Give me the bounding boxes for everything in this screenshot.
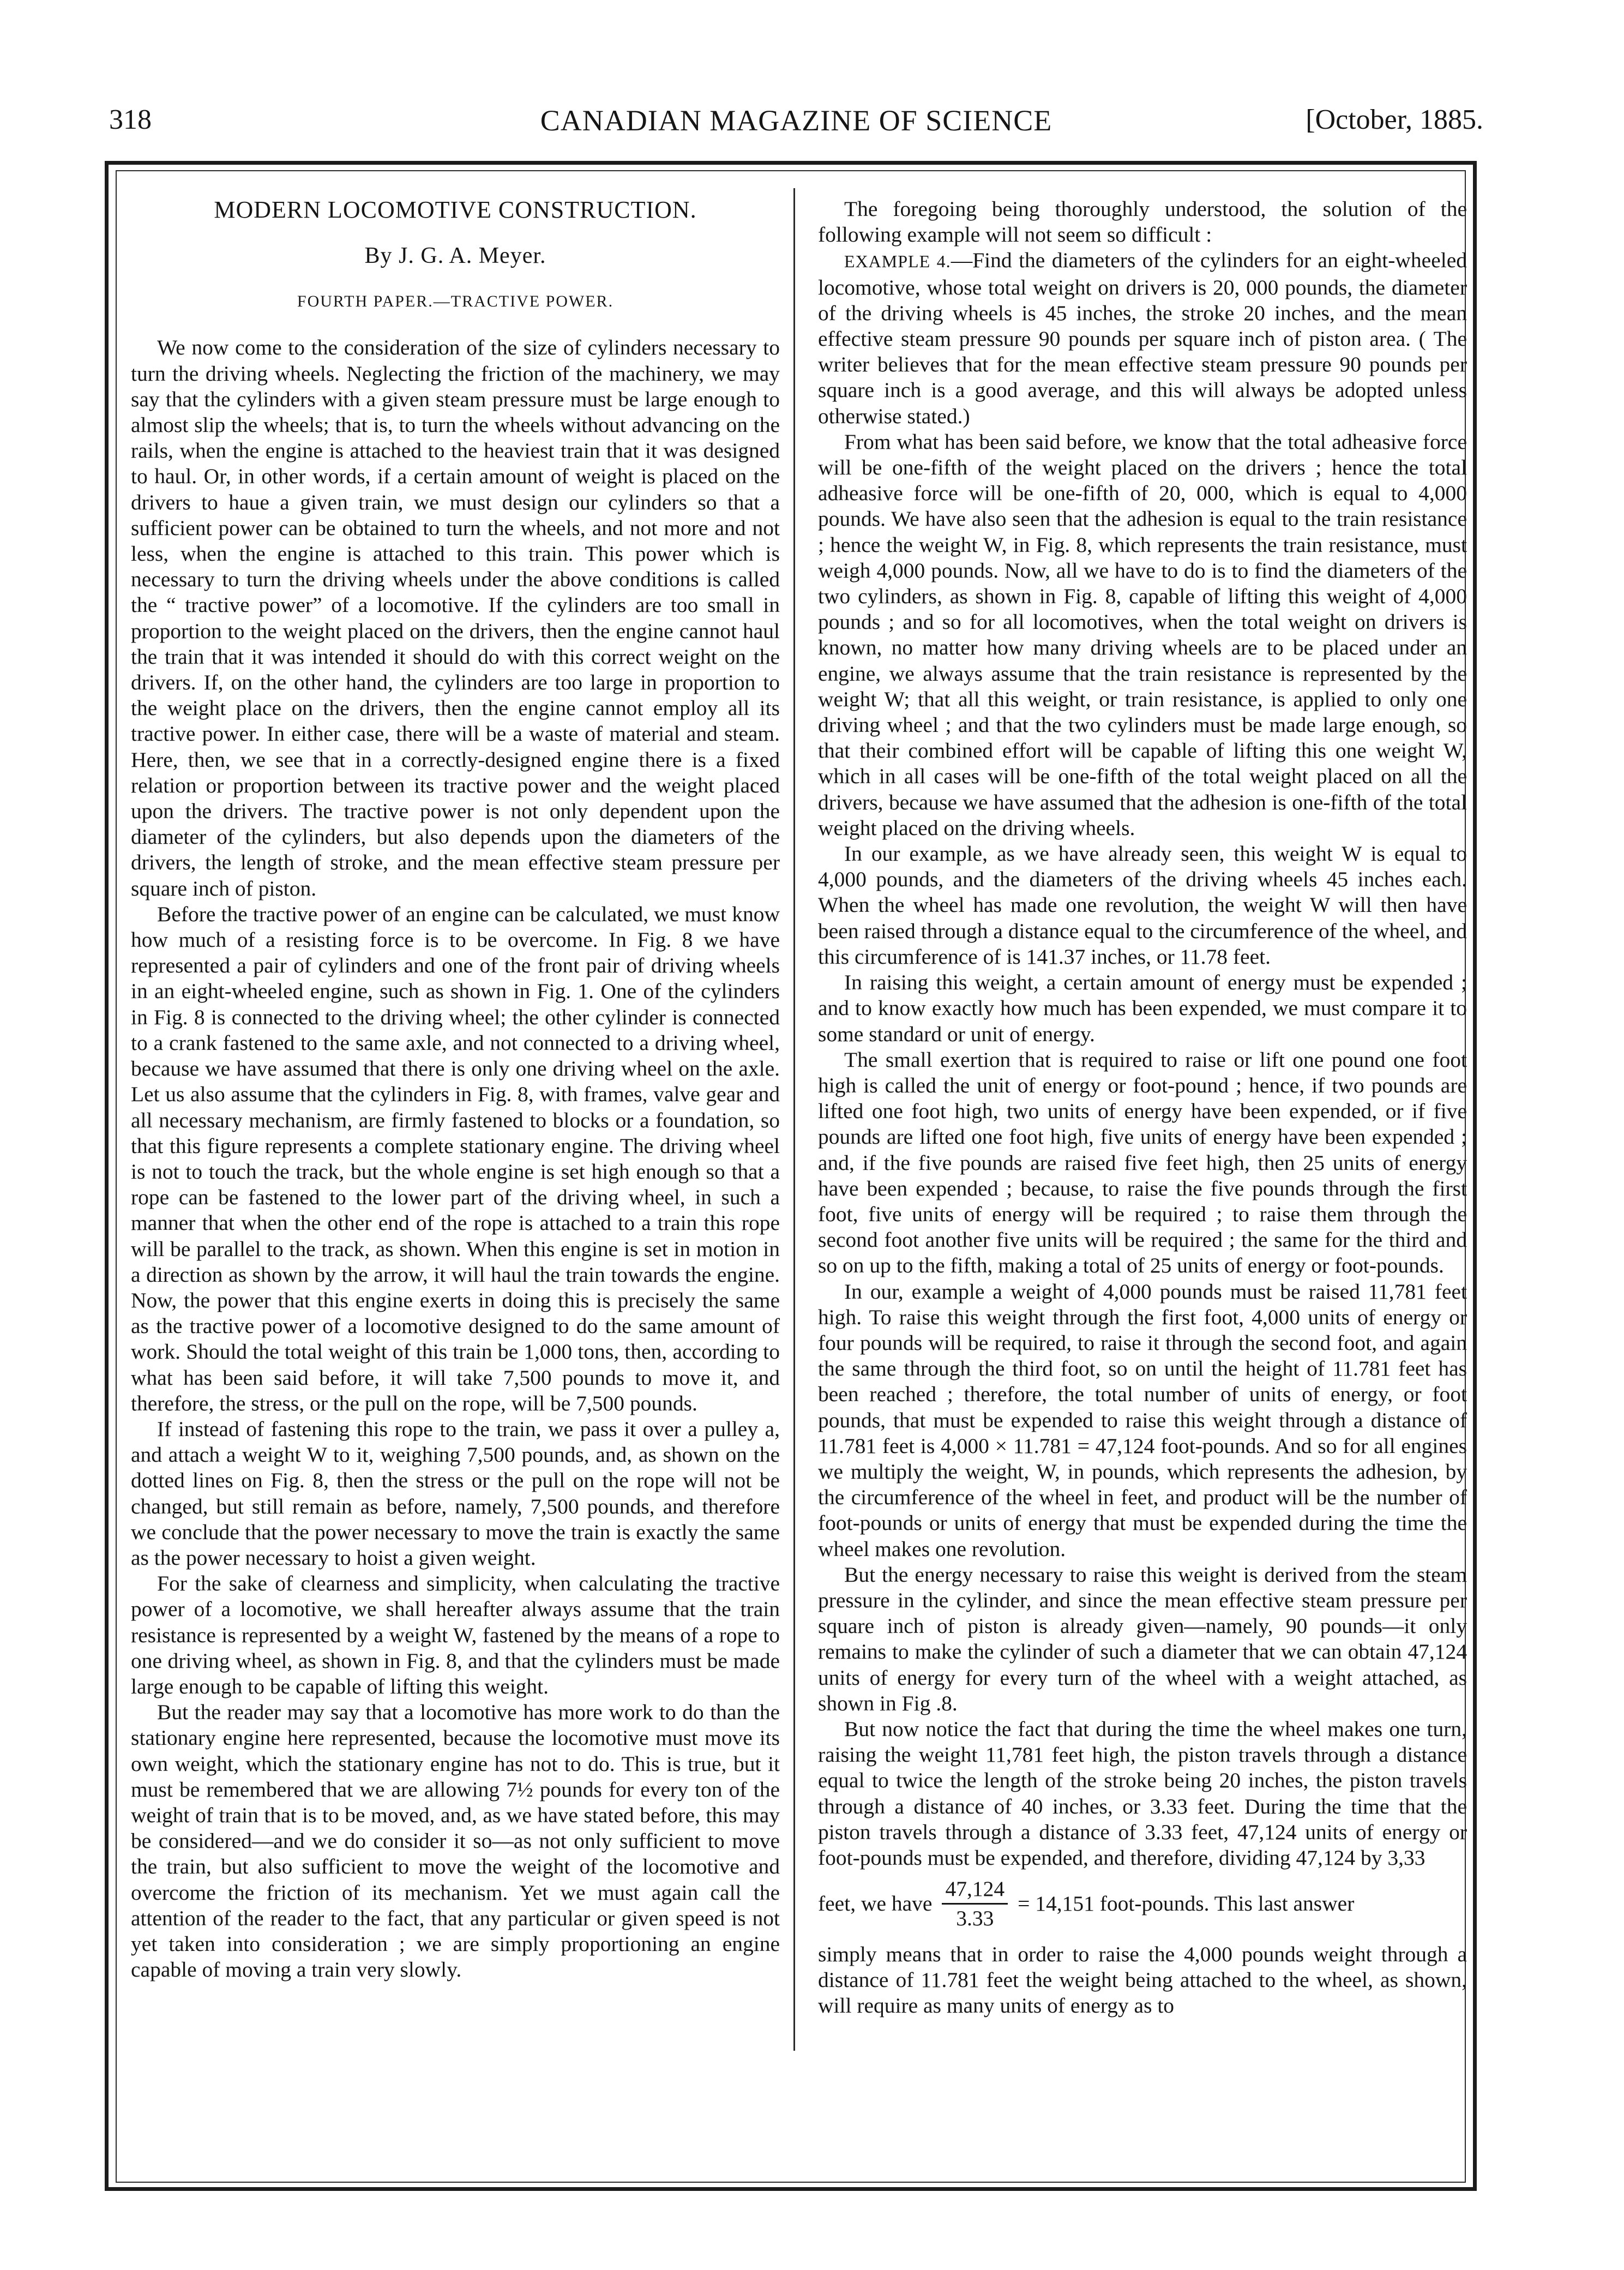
article-subtitle: FOURTH PAPER.—TRACTIVE POWER. — [297, 292, 614, 311]
paragraph: But now notice the fact that during the time the wheel makes one turn, raising the weight 11,781 feet high, the piston travels through a distance equal to twice the length of the stroke being 20 inches, the piston travels through a distance of 40 inches, or 3.33 feet. During the time that the piston travels through a distance of 3.33 feet, 47,124 units of energy or foot-pounds must be expended, and therefore, dividing 47,124 by 3,33 — [818, 1716, 1467, 1870]
equation-result: = 14,151 foot-pounds. This last answer — [1018, 1891, 1355, 1916]
article-title: MODERN LOCOMOTIVE CONSTRUCTION. — [214, 196, 697, 223]
example-text: —Find the diameters of the cylinders for an eight-wheeled locomotive, whose total weight on drivers is 20, 000 pounds, the diameter of the driving wheels is 45 inches, the stroke 20 inches, and the mean effective steam pressure 90 pounds per square inch of piston area. ( The writer believes that for the mean effective steam pressure 90 pounds per square inch is a good average, and this will always be adopted unless otherwise stated.) — [818, 248, 1467, 428]
left-column — [131, 196, 780, 1983]
paragraph: But the energy necessary to raise this weight is derived from the steam pressure in the cylinder, and since the mean effective steam pressure per square inch of piston is already given—namely, 90 pounds—it only remains to make the cylinder of such a diameter that we can obtain 47,124 units of energy for every turn of the wheel with a weight attached, as shown in Fig .8. — [818, 1562, 1467, 1715]
paragraph: From what has been said before, we know that the total adheasive force will be one-fifth of the weight placed on the drivers ; hence the total adheasive force will be one-fifth of 20, 000, which is equal to 4,000 pounds. We have also seen that the adhesion is equal to the train resistance ; hence the weight W, in Fig. 8, which represents the train resistance, must weigh 4,000 pounds. Now, all we have to do is to find the diameters of the two cylinders, as shown in Fig. 8, capable of lifting this weight of 4,000 pounds ; and so for all locomotives, when the total weight on drivers is known, no matter how many driving wheels are to be placed under an engine, we always assume that the train resistance is represented by the weight W; that all this weight, or train resistance, is applied to only one driving wheel ; and that the two cylinders must be made large enough, so that their combined effort will be capable of lifting this one weight W, which in all cases will be one-fifth of the total weight placed on all the drivers, because we have assumed that the adhesion is one-fifth of the total weight placed on the driving wheels. — [818, 429, 1467, 840]
division-equation — [818, 1875, 1467, 1932]
paragraph: The foregoing being thoroughly understood, the solution of the following example will not seem so difficult : — [818, 197, 1467, 247]
paragraph: If instead of fastening this rope to the train, we pass it over a pulley a, and attach a weight W to it, weighing 7,500 pounds, and, as shown on the dotted lines on Fig. 8, then the stress or the pull on the rope will not be changed, but still remain as before, namely, 7,500 pounds, and therefore we conclude that the power necessary to move the train is exactly the same as the power necessary to hoist a given weight. — [131, 1416, 780, 1570]
example-paragraph — [818, 248, 1467, 429]
right-column — [818, 196, 1467, 2019]
paragraph: The small exertion that is required to raise or lift one pound one foot high is called the unit of energy or foot-pound ; hence, if two pounds are lifted one foot high, two units of energy have been expended, or if five pounds are lifted one foot high, five units of energy have been expended ; and, if the five pounds are raised five feet high, then 25 units of energy have been expended ; because, to raise the five pounds through the first foot, five units of energy will be required ; to raise them through the second foot another five units will be required ; the same for the third and so on up to the fifth, making a total of 25 units of energy or foot-pounds. — [818, 1047, 1467, 1278]
paragraph: Before the tractive power of an engine can be calculated, we must know how much of a resisting force is to be overcome. In Fig. 8 we have represented a pair of cylinders and one of the front pair of driving wheels in an eight-wheeled engine, such as shown in Fig. 1. One of the cylinders in Fig. 8 is connected to the driving wheel; the other cylinder is connected to a crank fastened to the same axle, and not connected to a driving wheel, because we have assumed that there is only one driving wheel on the axle. Let us also assume that the cylinders in Fig. 8, with frames, valve gear and all necessary mechanism, are firmly fastened to blocks or a foundation, so that this figure represents a complete stationary engine. The driving wheel is not to touch the track, but the whole engine is set high enough so that a rope can be fastened to the lower part of the driving wheel, in such a manner that when the other end of the rope is attached to a train this rope will be parallel to the track, as shown. When this engine is set in motion in a direction as shown by the arrow, it will haul the train towards the engine. Now, the power that this engine exerts in doing this is precisely the same as the tractive power of a locomotive designed to do the same amount of work. Should the total weight of this train be 1,000 tons, then, according to what has been said before, it will take 7,500 pounds to move it, and therefore, the stress, or the pull on the rope, will be 7,500 pounds. — [131, 902, 780, 1415]
fraction-denominator: 3.33 — [956, 1906, 994, 1931]
equation-fraction — [942, 1875, 1008, 1932]
paragraph: simply means that in order to raise the 4,000 pounds weight through a distance of 11.781 feet the weight being attached to the wheel, as shown, will require as many units of energy as to — [818, 1942, 1467, 2018]
running-header — [109, 104, 1483, 153]
fraction-numerator: 47,124 — [942, 1875, 1008, 1905]
paragraph: But the reader may say that a locomotive has more work to do than the stationary engine here represented, because the locomotive must move its own weight, which the stationary engine has not to do. This is true, but it must be remembered that we are allowing 7½ pounds for every ton of the weight of train that is to be moved, and, as we have stated before, this may be considered—and we do consider it so—as not only sufficient to move the train, but also sufficient to move the weight of the locomotive and overcome the friction of its mechanism. Yet we must again call the attention of the reader to the fact, that any particular or given speed is not yet taken into consideration ; we are simply proportioning an engine capable of moving a train very slowly. — [131, 1700, 780, 1982]
paragraph: We now come to the consideration of the size of cylinders necessary to turn the driving wheels. Neglecting the friction of the machinery, we may say that the cylinders with a given steam pressure must be large enough to almost slip the wheels; that is, to turn the wheels without advancing on the rails, when the engine is attached to the heaviest train that it was designed to haul. Or, in other words, if a certain amount of weight is placed on the drivers to haue a given train, we must design our cylinders so that a sufficient power can be obtained to turn the wheels, and not more and not less, when the engine is attached to this train. This power which is necessary to turn the driving wheels under the above conditions is called the “ tractive power” of a locomotive. If the cylinders are too small in proportion to the weight placed on the drivers, then the engine cannot haul the train that it was intended it should do with this correct weight on the drivers. If, on the other hand, the cylinders are too large in proportion to the weight place on the drivers, then the engine cannot employ all its tractive power. In either case, there will be a waste of material and steam. Here, then, we see that in a correctly-designed engine there is a fixed relation or proportion between its tractive power and the weight placed upon the drivers. The tractive power is not only dependent upon the diameter of the cylinders, but also depends upon the diameters of the drivers, the length of stroke, and the mean effective steam pressure per square inch of piston. — [131, 335, 780, 900]
column-divider — [793, 188, 795, 2051]
article-byline: By J. G. A. Meyer. — [364, 243, 546, 268]
issue-date: [October, 1885. — [1306, 104, 1483, 135]
magazine-title: CANADIAN MAGAZINE OF SCIENCE — [540, 104, 1052, 137]
example-label: EXAMPLE 4. — [844, 251, 951, 272]
paragraph: For the sake of clearness and simplicity, when calculating the tractive power of a locomotive, we shall hereafter always assume that the train resistance is represented by a weight W, fastened by the means of a rope to one driving wheel, as shown in Fig. 8, and that the cylinders must be made large enough to be capable of lifting this weight. — [131, 1571, 780, 1698]
page-number: 318 — [109, 104, 152, 135]
paragraph: In raising this weight, a certain amount of energy must be expended ; and to know exactly how much has been expended, we must compare it to some standard or unit of energy. — [818, 970, 1467, 1046]
paragraph: In our example, as we have already seen, this weight W is equal to 4,000 pounds, and the diameters of the driving wheels 45 inches each. When the wheel has made one revolution, the weight W will then have been raised through a distance equal to the circumference of the wheel, and this circumference of is 141.37 inches, or 11.78 feet. — [818, 842, 1467, 969]
paragraph: In our, example a weight of 4,000 pounds must be raised 11,781 feet high. To raise this weight through the first foot, 4,000 units of energy or four pounds will be required, to raise it through the second foot, and again the same through the third foot, so on until the height of 11.781 feet has been reached ; therefore, the total number of units of energy, or foot pounds, that must be expended to raise this weight through a distance of 11.781 feet is 4,000 × 11.781 = 47,124 foot-pounds. And so for all engines we multiply the weight, W, in pounds, which represents the adhesion, by the circumference of the wheel in feet, and product will be the number of foot-pounds or units of energy that must be expended during the time the wheel makes one revolution. — [818, 1279, 1467, 1561]
equation-lead: feet, we have — [818, 1891, 933, 1916]
